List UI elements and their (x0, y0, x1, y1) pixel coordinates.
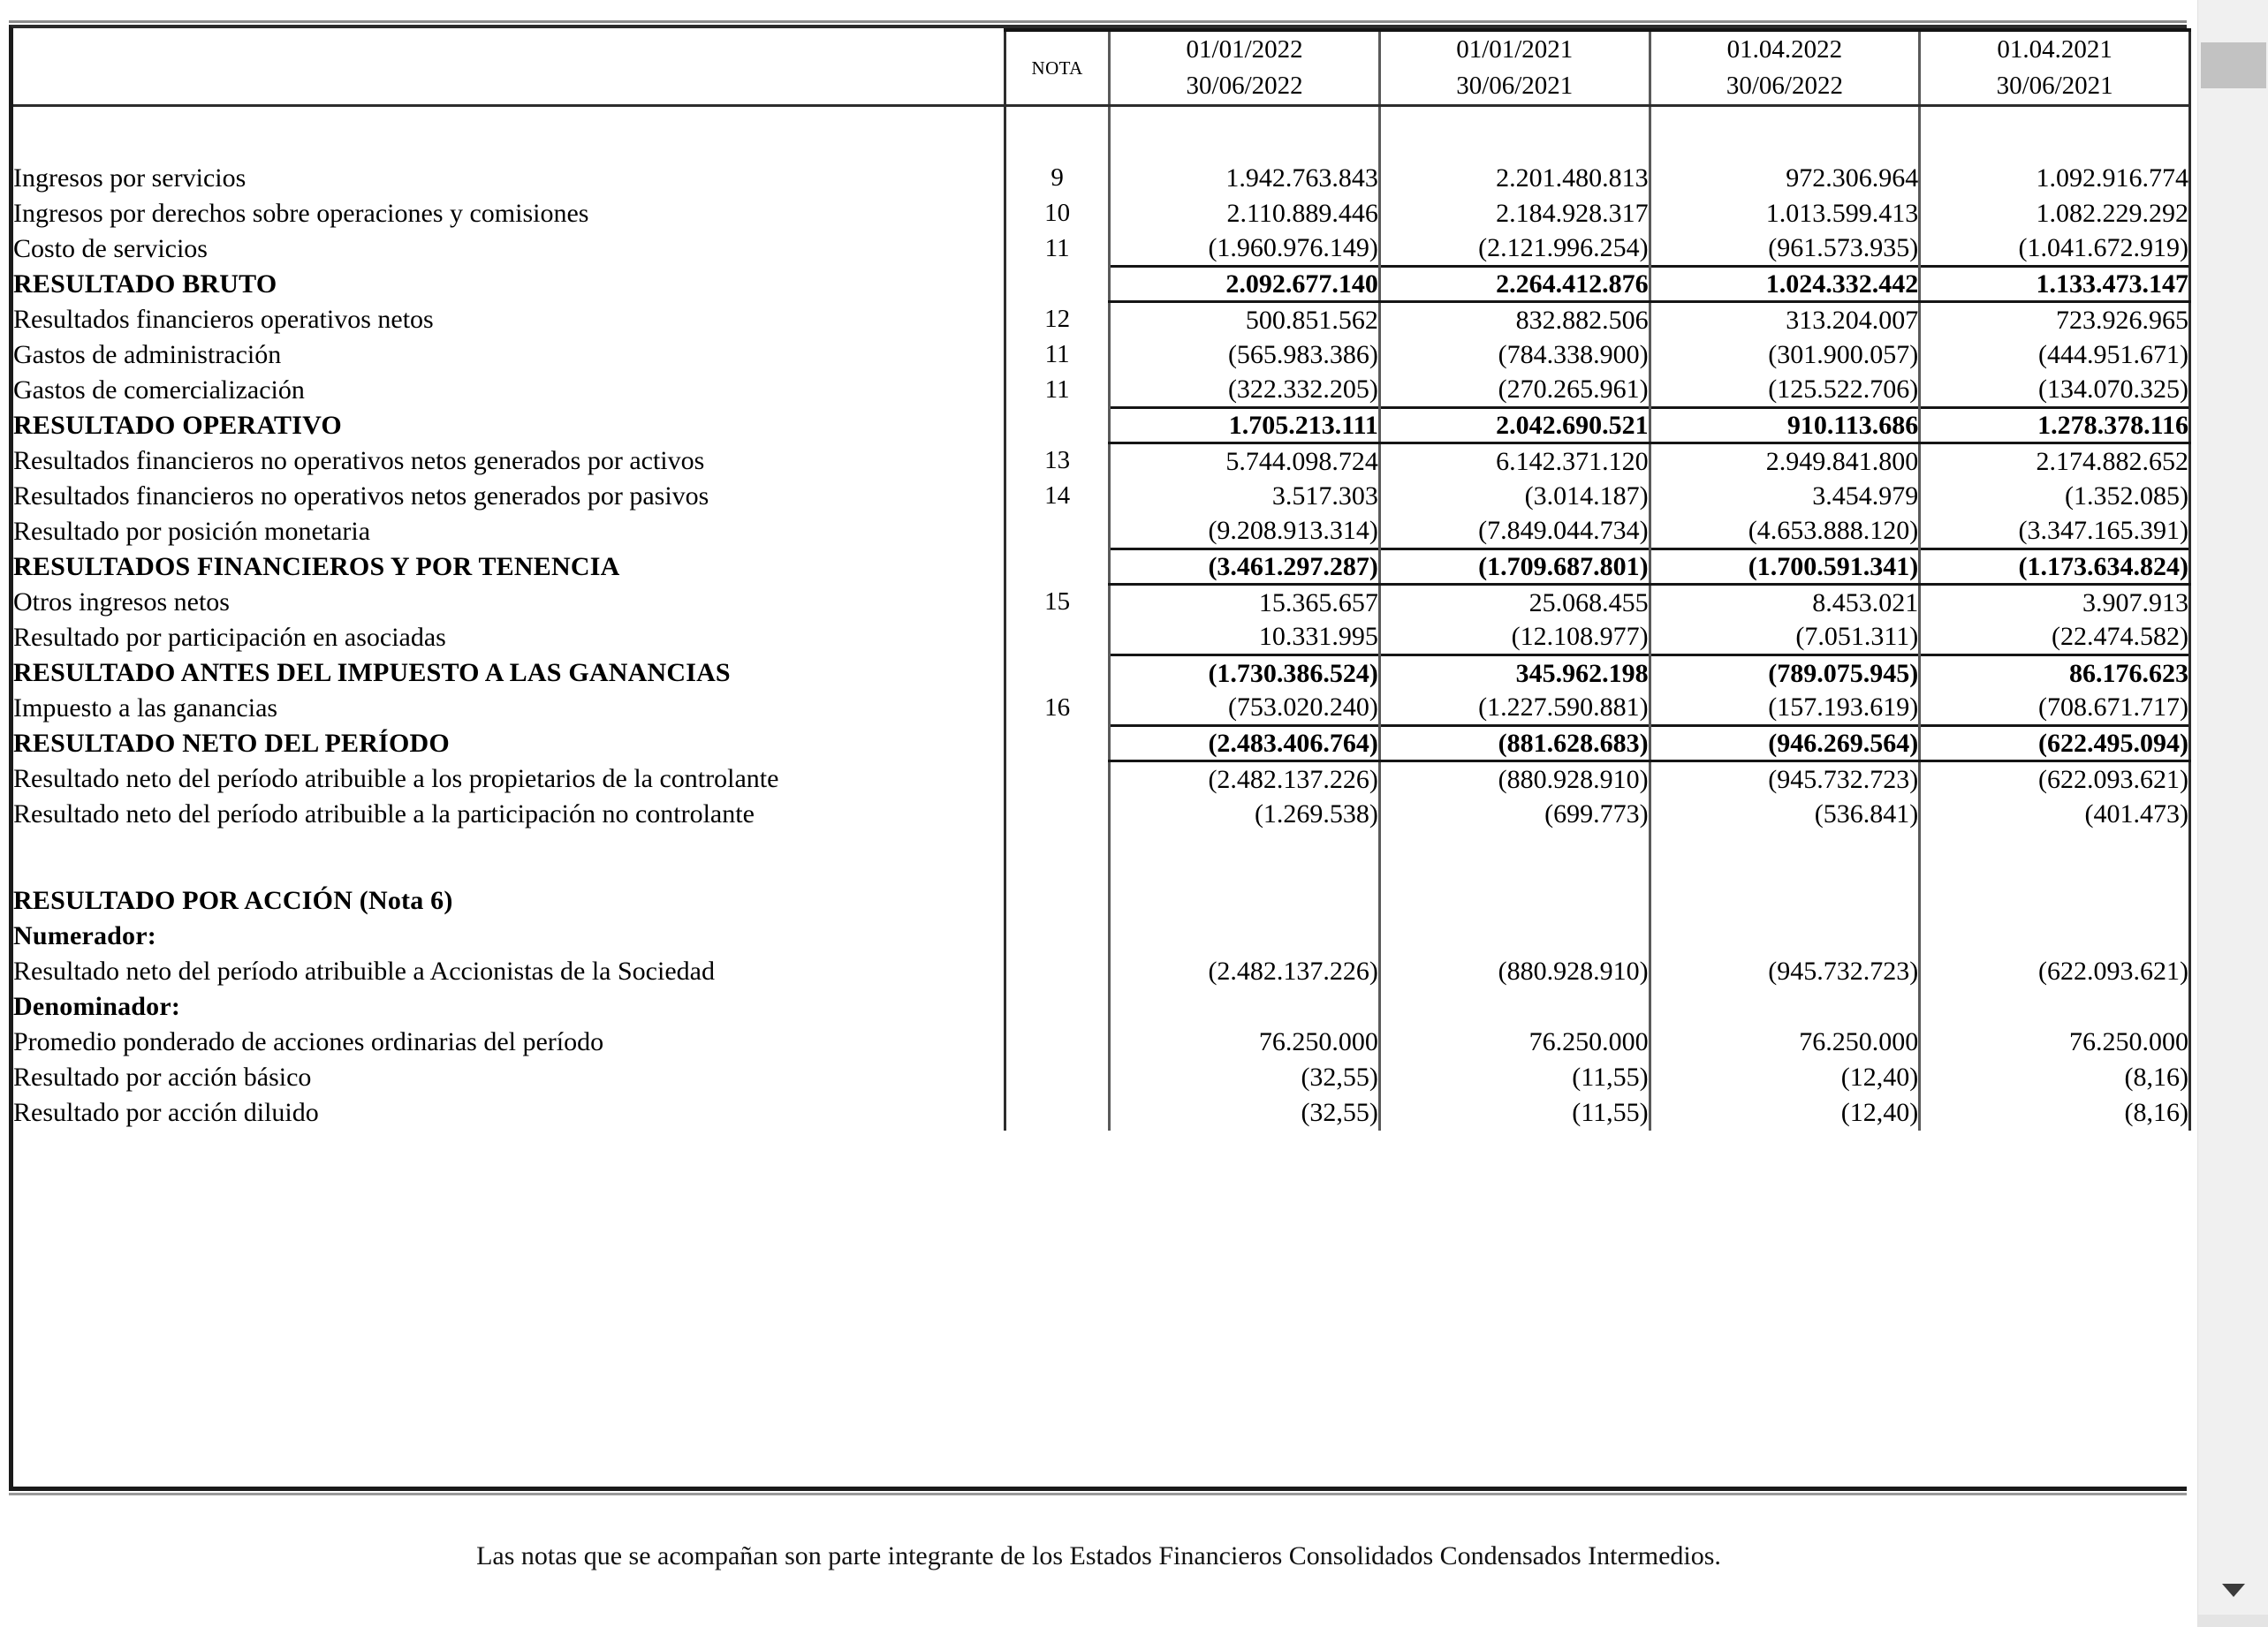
row-value: 3.907.913 (1920, 585, 2190, 620)
row-nota (1005, 620, 1110, 655)
row-value: (3.461.297.287) (1110, 549, 1380, 585)
heading-v3 (1650, 919, 1920, 954)
row-value: 15.365.657 (1110, 585, 1380, 620)
row-value: (1.269.538) (1110, 797, 1380, 832)
row-value: (270.265.961) (1379, 373, 1650, 408)
eps-row-value: 76.250.000 (1920, 1025, 2190, 1060)
eps-row-value: (8,16) (1920, 1060, 2190, 1095)
row-value: (622.093.621) (1920, 761, 2190, 797)
row-nota: 15 (1005, 585, 1110, 620)
row-value: 313.204.007 (1650, 302, 1920, 337)
row-value: (7.051.311) (1650, 620, 1920, 655)
eps-row-value: (622.093.621) (1920, 954, 2190, 989)
header-period-2-from: 01/01/2021 (1456, 35, 1574, 64)
heading-v1 (1110, 883, 1380, 919)
eps-gap-1 (13, 832, 2190, 883)
header-period-2-to: 30/06/2021 (1456, 72, 1574, 101)
gap-v3 (1650, 832, 1920, 883)
row-label: RESULTADO OPERATIVO (13, 411, 342, 441)
row-value: (945.732.723) (1650, 761, 1920, 797)
row-label: Resultados financieros no operativos netos generados por pasivos (13, 481, 709, 511)
row-value: 1.082.229.292 (1920, 196, 2190, 231)
header-period-2 (1379, 30, 1650, 106)
header-period-1-to: 30/06/2022 (1186, 72, 1303, 101)
row-label: Resultados financieros no operativos netos generados por activos (13, 446, 705, 476)
row-value: (134.070.325) (1920, 373, 2190, 408)
gap-nota (1005, 832, 1110, 883)
eps-row-value: (8,16) (1920, 1095, 2190, 1131)
row-nota: 9 (1005, 161, 1110, 196)
row-value: (22.474.582) (1920, 620, 2190, 655)
row-value: (881.628.683) (1379, 726, 1650, 761)
eps-row-nota (1005, 1060, 1110, 1095)
row-value: (401.473) (1920, 797, 2190, 832)
row-value: 2.042.690.521 (1379, 408, 1650, 443)
row-label: Resultado neto del período atribuible a los propietarios de la controlante (13, 764, 779, 794)
spacer-label (13, 106, 1005, 161)
row-value: 1.278.378.116 (1920, 408, 2190, 443)
heading-v3 (1650, 989, 1920, 1025)
heading-v4 (1920, 989, 2190, 1025)
row-value: 500.851.562 (1110, 302, 1380, 337)
heading-v4 (1920, 919, 2190, 954)
eps-row-label: Resultado por acción básico (13, 1063, 312, 1093)
row-label: Impuesto a las ganancias (13, 693, 278, 723)
row-value: 1.133.473.147 (1920, 267, 2190, 302)
row-label: RESULTADO NETO DEL PERÍODO (13, 729, 450, 759)
header-period-1 (1110, 30, 1380, 106)
row-nota (1005, 726, 1110, 761)
vertical-scrollbar[interactable] (2197, 0, 2268, 1627)
row-value: (4.653.888.120) (1650, 514, 1920, 549)
row-value: 8.453.021 (1650, 585, 1920, 620)
row-label: Resultado por posición monetaria (13, 517, 371, 547)
eps-row-value: (880.928.910) (1379, 954, 1650, 989)
header-nota: NOTA (1005, 30, 1110, 106)
row-value: 2.092.677.140 (1110, 267, 1380, 302)
row-value: 2.264.412.876 (1379, 267, 1650, 302)
eps-row-value: (12,40) (1650, 1095, 1920, 1131)
row-value: (1.960.976.149) (1110, 231, 1380, 267)
table-row (13, 585, 2190, 620)
eps-row-nota (1005, 954, 1110, 989)
row-value: (1.041.672.919) (1920, 231, 2190, 267)
header-period-3-from: 01.04.2022 (1726, 35, 1843, 64)
table-header (13, 30, 2190, 106)
row-value: (565.983.386) (1110, 337, 1380, 373)
row-label: Ingresos por servicios (13, 163, 247, 193)
row-value: 6.142.371.120 (1379, 443, 1650, 479)
row-value: (125.522.706) (1650, 373, 1920, 408)
numerator-heading (13, 919, 2190, 954)
row-nota (1005, 761, 1110, 797)
spacer-v3 (1650, 106, 1920, 161)
row-label: Gastos de comercialización (13, 375, 305, 405)
row-value: (2.121.996.254) (1379, 231, 1650, 267)
spacer-v2 (1379, 106, 1650, 161)
row-value: (2.482.137.226) (1110, 761, 1380, 797)
eps-row-value: (2.482.137.226) (1110, 954, 1380, 989)
heading-v4 (1920, 883, 2190, 919)
eps-row (13, 1025, 2190, 1060)
table-row (13, 797, 2190, 832)
heading-nota (1005, 883, 1110, 919)
header-spacer-row (13, 106, 2190, 161)
row-value: (784.338.900) (1379, 337, 1650, 373)
row-label: RESULTADOS FINANCIEROS Y POR TENENCIA (13, 552, 620, 582)
row-nota: 12 (1005, 302, 1110, 337)
row-nota (1005, 267, 1110, 302)
row-value: 832.882.506 (1379, 302, 1650, 337)
heading-v2 (1379, 883, 1650, 919)
row-value: (444.951.671) (1920, 337, 2190, 373)
row-value: (2.483.406.764) (1110, 726, 1380, 761)
header-period-3-to: 30/06/2022 (1726, 72, 1843, 101)
row-nota (1005, 655, 1110, 691)
row-value: (708.671.717) (1920, 691, 2190, 726)
scrollbar-thumb[interactable] (2201, 42, 2266, 88)
row-value: (1.227.590.881) (1379, 691, 1650, 726)
table-row (13, 761, 2190, 797)
table-row (13, 726, 2190, 761)
heading-v1 (1110, 989, 1380, 1025)
eps-row (13, 1060, 2190, 1095)
row-value: (7.849.044.734) (1379, 514, 1650, 549)
row-nota: 11 (1005, 373, 1110, 408)
table-row (13, 231, 2190, 267)
table-body (13, 106, 2190, 1131)
header-row (13, 30, 2190, 106)
eps-row (13, 1095, 2190, 1131)
eps-row-value: (11,55) (1379, 1060, 1650, 1095)
denominator-heading-text: Denominador: (13, 992, 181, 1022)
footnote-text: Las notas que se acompañan son parte integrante de los Estados Financieros Consolidados Condensados Intermedios. (476, 1541, 1721, 1570)
row-value: 10.331.995 (1110, 620, 1380, 655)
heading-nota (1005, 989, 1110, 1025)
eps-row-label: Promedio ponderado de acciones ordinarias del período (13, 1027, 604, 1057)
row-value: (753.020.240) (1110, 691, 1380, 726)
eps-row-value: (32,55) (1110, 1095, 1380, 1131)
row-value: (946.269.564) (1650, 726, 1920, 761)
eps-heading (13, 883, 2190, 919)
gap-v4 (1920, 832, 2190, 883)
eps-row-nota (1005, 1025, 1110, 1060)
row-value: (1.173.634.824) (1920, 549, 2190, 585)
table-row (13, 655, 2190, 691)
table-row (13, 337, 2190, 373)
table-row (13, 549, 2190, 585)
eps-row-value: (11,55) (1379, 1095, 1650, 1131)
header-period-3 (1650, 30, 1920, 106)
row-label: Otros ingresos netos (13, 587, 230, 617)
eps-row-value: 76.250.000 (1650, 1025, 1920, 1060)
row-label: RESULTADO ANTES DEL IMPUESTO A LAS GANANCIAS (13, 658, 731, 688)
row-label: Gastos de administración (13, 340, 282, 370)
row-value: 2.184.928.317 (1379, 196, 1650, 231)
row-value: (12.108.977) (1379, 620, 1650, 655)
header-label-blank (13, 30, 1005, 106)
spacer-v1 (1110, 106, 1380, 161)
heading-v2 (1379, 989, 1650, 1025)
row-nota: 10 (1005, 196, 1110, 231)
eps-row-value: (32,55) (1110, 1060, 1380, 1095)
heading-v2 (1379, 919, 1650, 954)
row-value: 1.942.763.843 (1110, 161, 1380, 196)
table-row (13, 267, 2190, 302)
heading-v3 (1650, 883, 1920, 919)
row-nota: 11 (1005, 337, 1110, 373)
row-nota: 16 (1005, 691, 1110, 726)
row-value: 345.962.198 (1379, 655, 1650, 691)
eps-row-value: (945.732.723) (1650, 954, 1920, 989)
numerator-heading-text: Numerador: (13, 921, 156, 951)
gap-label (13, 832, 1005, 883)
row-value: 910.113.686 (1650, 408, 1920, 443)
row-value: 25.068.455 (1379, 585, 1650, 620)
eps-row-label: Resultado neto del período atribuible a Accionistas de la Sociedad (13, 957, 715, 987)
eps-row-label: Resultado por acción diluido (13, 1098, 319, 1128)
row-value: 86.176.623 (1920, 655, 2190, 691)
header-period-1-from: 01/01/2022 (1186, 35, 1303, 64)
eps-row-nota (1005, 1095, 1110, 1131)
table-row (13, 620, 2190, 655)
row-nota (1005, 797, 1110, 832)
row-label: Costo de servicios (13, 234, 208, 264)
table-row (13, 196, 2190, 231)
row-label: RESULTADO BRUTO (13, 269, 277, 299)
row-nota: 13 (1005, 443, 1110, 479)
row-nota: 14 (1005, 479, 1110, 514)
header-period-4-from: 01.04.2021 (1997, 35, 2113, 64)
header-period-4-to: 30/06/2021 (1996, 72, 2113, 101)
chevron-down-icon (2220, 1582, 2247, 1598)
row-label: Ingresos por derechos sobre operaciones y comisiones (13, 199, 589, 229)
row-value: (961.573.935) (1650, 231, 1920, 267)
row-value: (3.347.165.391) (1920, 514, 2190, 549)
heading-nota (1005, 919, 1110, 954)
row-value: (322.332.205) (1110, 373, 1380, 408)
row-value: (536.841) (1650, 797, 1920, 832)
row-value: 2.949.841.800 (1650, 443, 1920, 479)
eps-row (13, 954, 2190, 989)
row-value: (789.075.945) (1650, 655, 1920, 691)
row-value: 2.110.889.446 (1110, 196, 1380, 231)
row-value: 5.744.098.724 (1110, 443, 1380, 479)
row-label: Resultados financieros operativos netos (13, 305, 434, 335)
row-value: 2.174.882.652 (1920, 443, 2190, 479)
row-value: 972.306.964 (1650, 161, 1920, 196)
row-nota (1005, 408, 1110, 443)
eps-row-value: (12,40) (1650, 1060, 1920, 1095)
gap-v2 (1379, 832, 1650, 883)
eps-heading-text: RESULTADO POR ACCIÓN (Nota 6) (13, 886, 453, 916)
row-value: 1.092.916.774 (1920, 161, 2190, 196)
table-row (13, 514, 2190, 549)
row-label: Resultado por participación en asociadas (13, 623, 446, 653)
table-row (13, 479, 2190, 514)
row-value: (622.495.094) (1920, 726, 2190, 761)
income-statement-table (13, 28, 2191, 1131)
scrollbar-footer (2198, 1615, 2268, 1627)
row-value: 3.517.303 (1110, 479, 1380, 514)
row-value: 723.926.965 (1920, 302, 2190, 337)
table-row (13, 302, 2190, 337)
row-value: (9.208.913.314) (1110, 514, 1380, 549)
row-nota (1005, 514, 1110, 549)
denominator-heading (13, 989, 2190, 1025)
row-value: (3.014.187) (1379, 479, 1650, 514)
row-value: (880.928.910) (1379, 761, 1650, 797)
row-value: 1.705.213.111 (1110, 408, 1380, 443)
row-label: Resultado neto del período atribuible a la participación no controlante (13, 799, 755, 829)
row-value: 3.454.979 (1650, 479, 1920, 514)
row-value: (157.193.619) (1650, 691, 1920, 726)
eps-row-value: 76.250.000 (1379, 1025, 1650, 1060)
financial-statement-sheet (9, 25, 2187, 1491)
gap-v1 (1110, 832, 1380, 883)
header-period-4 (1920, 30, 2190, 106)
table-row (13, 408, 2190, 443)
row-value: (1.730.386.524) (1110, 655, 1380, 691)
spacer-nota (1005, 106, 1110, 161)
table-row (13, 373, 2190, 408)
row-value: (699.773) (1379, 797, 1650, 832)
row-value: (1.709.687.801) (1379, 549, 1650, 585)
spacer-v4 (1920, 106, 2190, 161)
row-value: (1.352.085) (1920, 479, 2190, 514)
row-nota: 11 (1005, 231, 1110, 267)
table-row (13, 161, 2190, 196)
row-value: 1.013.599.413 (1650, 196, 1920, 231)
table-row (13, 691, 2190, 726)
row-value: 2.201.480.813 (1379, 161, 1650, 196)
scroll-down-button[interactable] (2198, 1572, 2268, 1608)
row-value: (301.900.057) (1650, 337, 1920, 373)
row-value: 1.024.332.442 (1650, 267, 1920, 302)
row-value: (1.700.591.341) (1650, 549, 1920, 585)
heading-v1 (1110, 919, 1380, 954)
eps-row-value: 76.250.000 (1110, 1025, 1380, 1060)
table-row (13, 443, 2190, 479)
row-nota (1005, 549, 1110, 585)
